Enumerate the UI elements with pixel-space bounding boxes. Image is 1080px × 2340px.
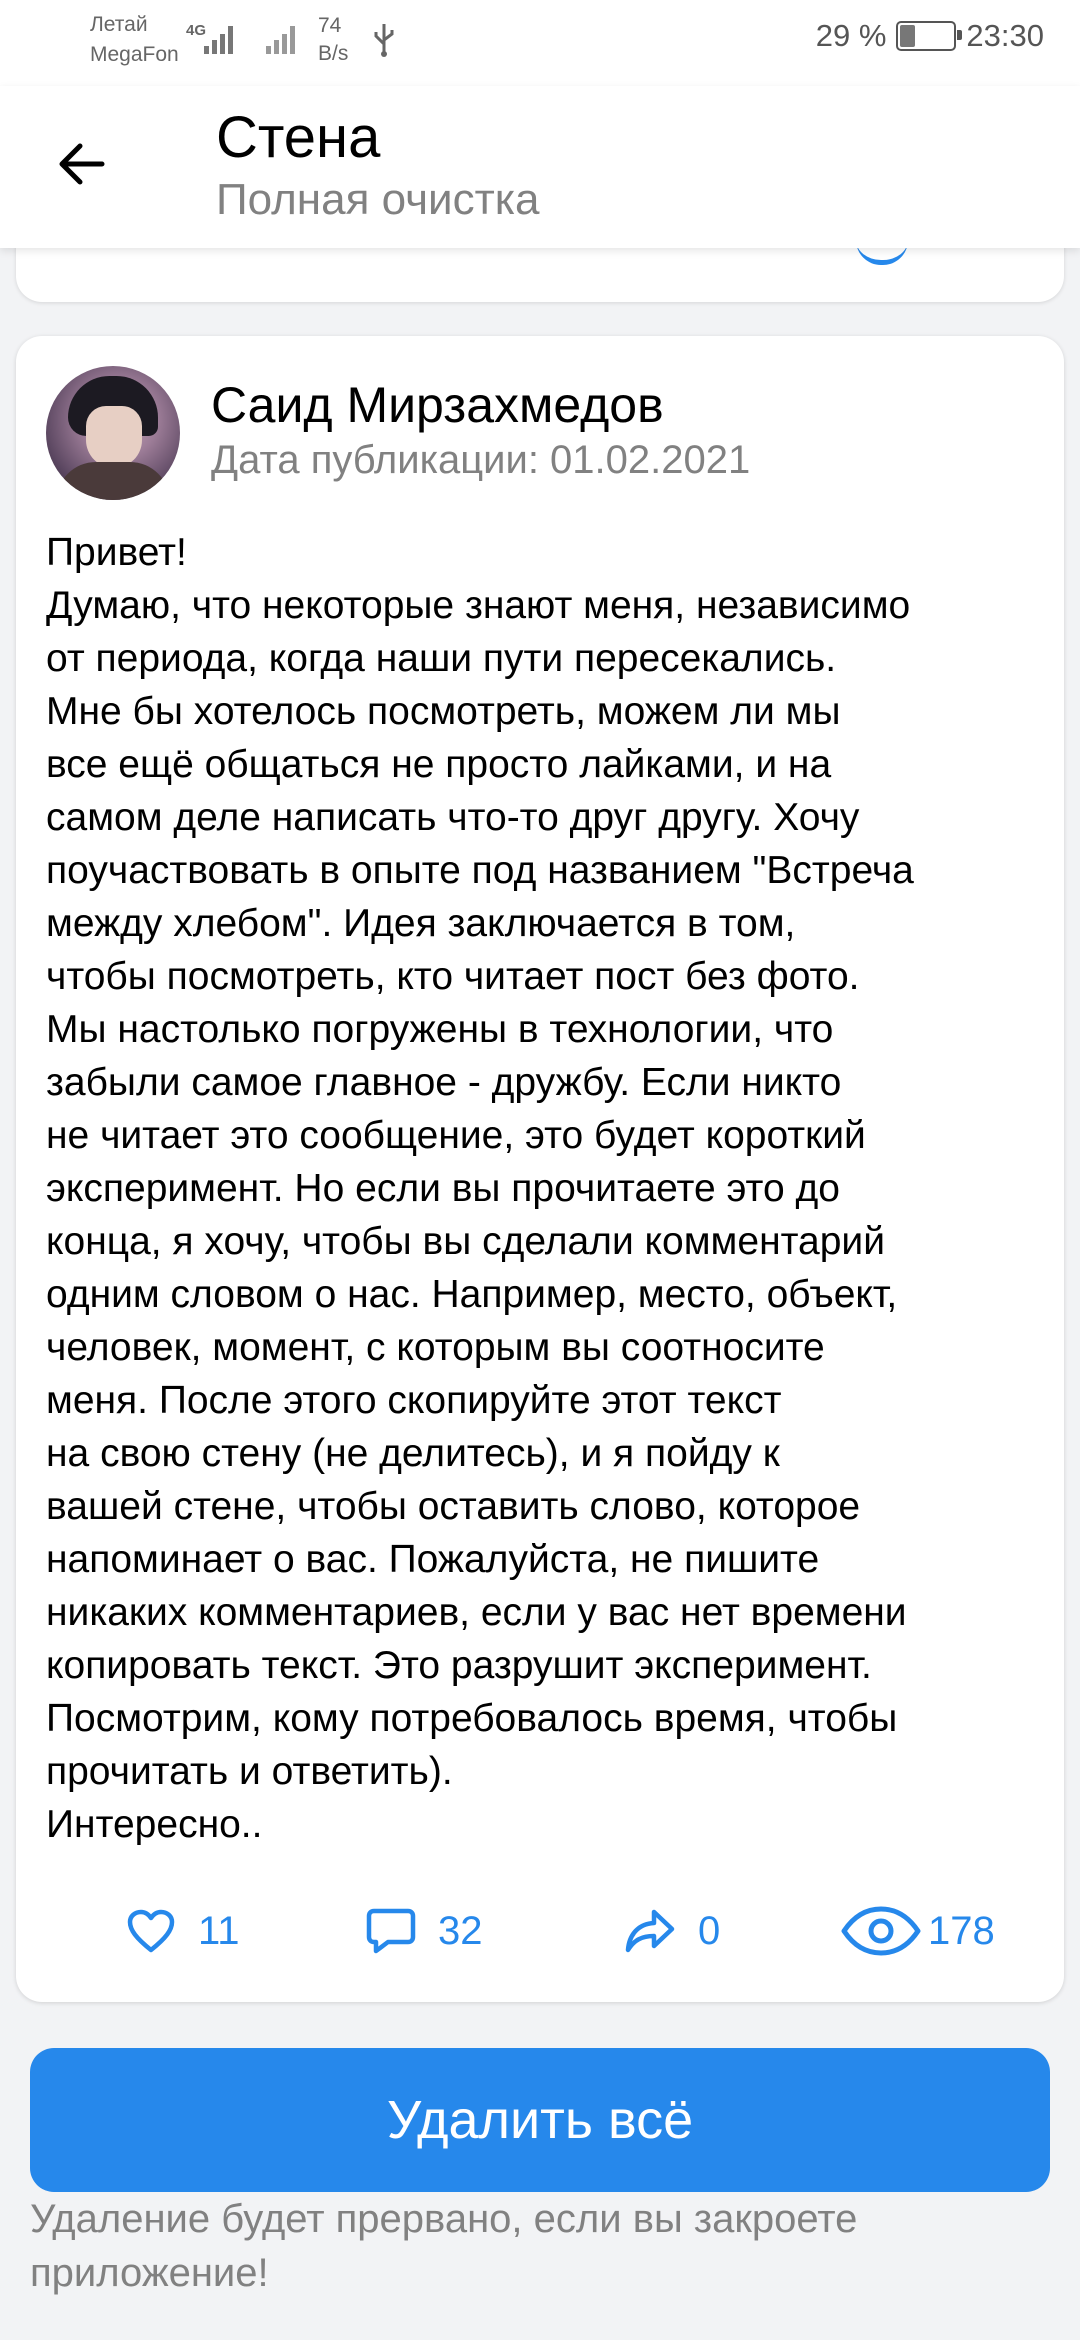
speed-unit: B/s <box>318 42 349 65</box>
post-text: Привет! Думаю, что некоторые знают меня, независимо от периода, когда наши пути пересекались. Мне бы хотелось посмотреть, можем ли мы все ещё общаться не просто лайками, и на самом деле написать что-то друг другу. Хочу поучаствовать в опыте под названием "Встреча между хлебом". Идея заключается в том, чтобы посмотреть, кто читает пост без фото. Мы настолько погружены в технологии, что забыли самое главное - дружбу. Если никто не читает это сообщение, это будет короткий эксперимент. Но если вы прочитаете это до конца, я хочу, чтобы вы сделали комментарий одним словом о нас. Например, место, объект, человек, момент, с которым вы соотносите меня. После этого скопируйте этот текст на свою стену (не делитесь), и я пойду к вашей стене, чтобы оставить слово, которое напоминает о вас. Пожалуйста, не пишите никаких комментариев, если у вас нет времени копировать текст. Это разрушит эксперимент. Посмотрим, кому потребовалось время, чтобы прочитать и ответить). Интересно.. <box>46 531 914 1846</box>
comment-button[interactable] <box>366 1896 483 1966</box>
eye-icon <box>840 1905 922 1957</box>
network-type-label: 4G <box>186 22 207 39</box>
usb-icon <box>372 22 396 58</box>
signal-icon <box>200 22 240 56</box>
battery-icon <box>896 21 956 51</box>
page-title: Стена <box>216 105 381 170</box>
comment-icon <box>366 1907 416 1955</box>
status-right <box>816 18 1044 54</box>
heart-icon <box>126 1908 176 1954</box>
share-button[interactable] <box>624 1896 720 1966</box>
back-arrow-icon[interactable] <box>52 134 112 194</box>
post-author[interactable]: Саид Мирзахмедов <box>211 377 664 433</box>
views-count: 178 <box>928 1908 995 1953</box>
top-app-bar <box>0 86 1080 248</box>
carrier-name-1: Летай <box>90 13 148 36</box>
page-subtitle: Полная очистка <box>216 175 540 224</box>
comment-count: 32 <box>438 1908 483 1953</box>
post-date: Дата публикации: 01.02.2021 <box>211 438 751 482</box>
status-bar <box>0 0 1080 86</box>
signal-2-icon <box>262 22 302 56</box>
avatar[interactable] <box>46 366 180 500</box>
warning-note: Удаление будет прервано, если вы закроете приложение! <box>30 2197 858 2295</box>
speed-value: 74 <box>318 14 342 37</box>
carrier-name-2: MegaFon <box>90 43 179 66</box>
like-button[interactable] <box>126 1896 240 1966</box>
like-count: 11 <box>198 1908 240 1953</box>
battery-percent: 29 % <box>815 18 887 53</box>
clock: 23:30 <box>966 18 1044 53</box>
share-arrow-icon <box>624 1908 676 1954</box>
post-actions <box>16 1896 1064 1966</box>
share-count: 0 <box>698 1908 721 1953</box>
post-card <box>16 336 1064 2002</box>
network-speed <box>318 12 348 68</box>
views-counter <box>840 1896 995 1966</box>
delete-all-button[interactable]: Удалить всё <box>30 2048 1050 2192</box>
carrier-info <box>90 10 179 70</box>
